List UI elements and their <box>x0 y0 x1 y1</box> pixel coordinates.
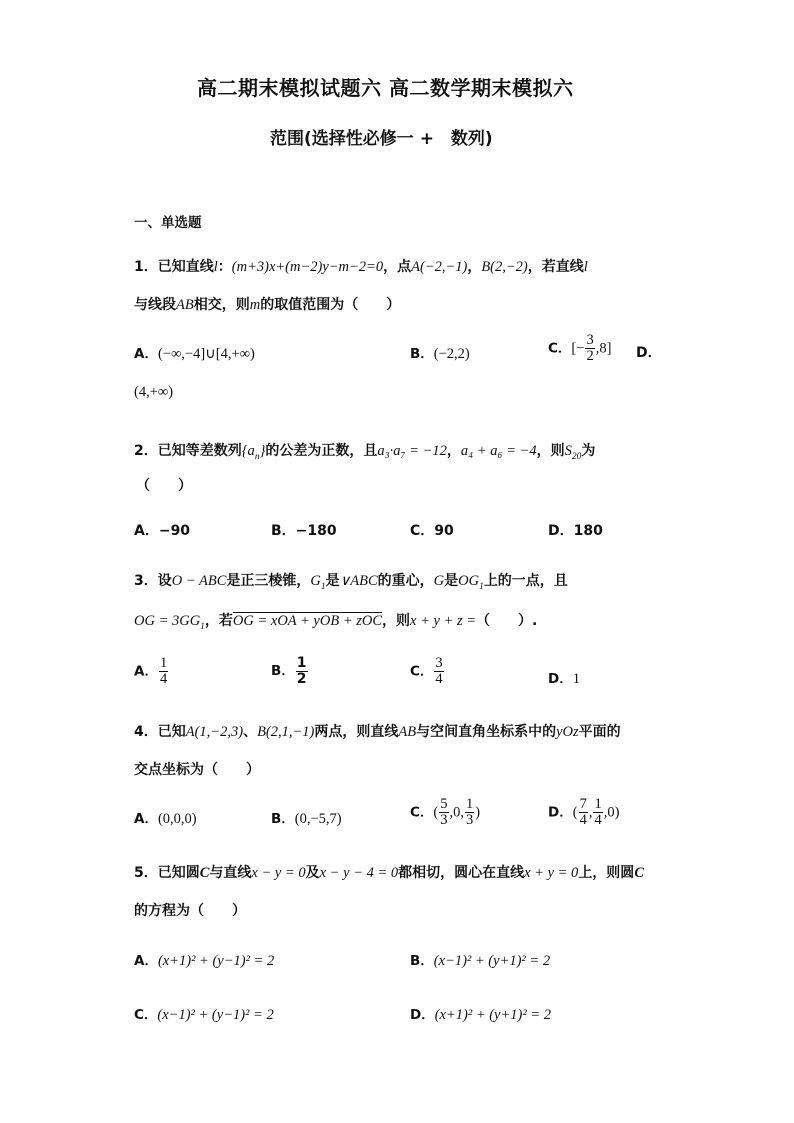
q4-sep: 、 <box>243 724 258 740</box>
q5-option-d-value: (x+1)² + (y+1)² = 2 <box>434 1007 551 1023</box>
q3-t3: 的重心， <box>377 573 434 589</box>
q1-l: l <box>213 259 218 275</box>
q4-option-a-label: A． <box>134 811 158 827</box>
q3-t4: 是 <box>444 573 459 589</box>
q2-cond-2: a₄ + a₆ = −4 <box>460 443 537 459</box>
q1-m: m <box>249 297 261 313</box>
q1-option-a[interactable] <box>134 342 255 363</box>
q1-option-c[interactable] <box>548 333 611 364</box>
q1-option-c-post: ,8] <box>595 340 612 357</box>
section-label: 一、单选题 <box>134 215 202 231</box>
q1-option-c-fraction <box>585 333 594 364</box>
q1-point-label: ，点 <box>383 259 412 275</box>
q2-cond-1: a₃·a₇ = −12 <box>377 443 447 459</box>
q4-line-2: 交点坐标为（ ） <box>134 762 260 778</box>
q2-option-a[interactable]: A．−90 <box>134 523 191 539</box>
q3-t8: （ ）. <box>476 613 538 629</box>
q4-option-c[interactable]: C．( $\frac{5}{3}$ ,0, $\frac{1}{3}$ ) <box>410 796 481 829</box>
q3-option-d-label: D． <box>548 671 573 687</box>
q4-point-a: A(1,−2,3) <box>185 724 244 740</box>
q2-sep: ， <box>446 443 461 459</box>
q3-eq1-text: OG = 3GG <box>134 613 201 629</box>
q3-t7: ，则 <box>382 613 411 629</box>
q4-yoz: yOz <box>556 724 579 740</box>
q3-option-b-fraction <box>296 656 308 686</box>
q4-t2: 与空间直角坐标系中的 <box>416 724 557 740</box>
q3-option-a-fraction <box>159 656 168 687</box>
q2-s-sub: 20 <box>571 451 582 462</box>
q3-g1: $G_1$ <box>310 573 326 592</box>
q5-option-d[interactable] <box>410 1003 551 1024</box>
q3-option-c-label: C． <box>410 663 434 680</box>
q3-option-c[interactable] <box>410 656 445 687</box>
q1-option-d-label[interactable]: D． <box>636 345 662 361</box>
q4-option-d-den2: 4 <box>594 812 602 829</box>
q4-option-c-den2: 3 <box>466 812 474 829</box>
q1-point-b: B(2,−2) <box>481 259 528 275</box>
q5-option-c[interactable] <box>134 1003 274 1024</box>
q2-sequence <box>241 443 266 462</box>
q5-circle-c-2: C <box>634 865 644 881</box>
q2-option-c[interactable]: C．90 <box>410 523 454 539</box>
q3-triangle: ∨ABC <box>339 573 378 589</box>
q1-option-d-value[interactable] <box>134 384 173 401</box>
q3-sum: x + y + z = <box>410 613 477 629</box>
question-1-line-2 <box>134 294 400 314</box>
q5-option-c-value: (x−1)² + (y−1)² = 2 <box>157 1007 274 1023</box>
q4-option-d-frac-1 <box>579 797 588 828</box>
q3-option-b-label: B． <box>271 663 295 680</box>
q3-option-b[interactable] <box>271 656 309 686</box>
q2-paren: （ ） <box>136 478 192 494</box>
q5-option-d-label: D． <box>410 1007 435 1023</box>
q5-t3: 都相切，圆心在直线 <box>398 865 525 881</box>
q2-s: S <box>564 443 572 459</box>
q3-vector-equation: OG = xOA + yOB + zOC <box>232 613 383 629</box>
q2-seq-sub: n <box>254 451 260 462</box>
q4-option-d-num1: 7 <box>579 796 587 812</box>
q4-option-b[interactable] <box>271 807 342 828</box>
q4-option-d-label: D． <box>548 804 573 821</box>
q4-option-c-den1: 3 <box>440 812 448 829</box>
q1-line2-c: 的取值范围为（ ） <box>260 297 401 313</box>
q3-option-c-fraction <box>434 656 443 687</box>
q2-then: ，则 <box>536 443 565 459</box>
q5-option-b[interactable] <box>410 949 550 970</box>
q5-line-2-text: 的方程为（ ） <box>134 903 246 919</box>
q3-g1-letter: G <box>310 573 321 589</box>
q5-t1: 与直线 <box>209 865 252 881</box>
page-title: 高二期末模拟试题六 高二数学期末模拟六 <box>197 76 574 100</box>
q3-option-a[interactable] <box>134 656 169 687</box>
q3-option-a-label: A． <box>134 663 158 680</box>
q1-option-b-label: B． <box>410 346 434 362</box>
q2-sum <box>564 443 582 462</box>
q5-line-1: x − y = 0 <box>251 865 306 881</box>
q1-prefix: 1．已知直线 <box>134 259 214 275</box>
q2-prefix: 2．已知等差数列 <box>134 443 242 459</box>
q3-option-b-num: 1 <box>296 655 307 671</box>
q3-t5: 上的一点，且 <box>483 573 568 589</box>
q5-line-2: x − y − 4 = 0 <box>319 865 399 881</box>
q1-option-b-value: (−2,2) <box>433 346 470 362</box>
q5-circle-c: C <box>199 865 210 881</box>
q1-point-a: A(−2,−1) <box>411 259 468 275</box>
q2-option-b[interactable]: B．−180 <box>271 523 337 539</box>
q4-option-c-num1: 5 <box>440 796 448 812</box>
q4-option-d[interactable]: D．( $\frac{7}{4}$ , $\frac{1}{4}$ ,0) <box>548 796 620 829</box>
q2-option-d[interactable]: D．180 <box>548 523 603 539</box>
q3-option-c-num: 3 <box>435 655 443 671</box>
q1-comma: ， <box>467 259 482 275</box>
q3-t2: 是 <box>325 573 340 589</box>
q3-pyramid: O − ABC <box>171 573 227 589</box>
q3-option-b-den: 2 <box>296 670 307 687</box>
q2-mid: 的公差为正数，且 <box>265 443 378 459</box>
q5-option-b-label: B． <box>410 953 434 969</box>
q3-option-c-den: 4 <box>435 671 443 688</box>
q3-option-a-num: 1 <box>159 655 168 671</box>
q4-option-b-value: (0,−5,7) <box>294 811 342 827</box>
q4-option-c-frac-2 <box>465 797 474 828</box>
q4-option-c-frac-1 <box>439 797 448 828</box>
q3-eq1: OG = $3GG_1$ <box>134 613 205 632</box>
q1-line2-a: 与线段 <box>134 297 176 313</box>
q1-l-2: l <box>583 259 588 275</box>
q4-option-d-end: ,0) <box>603 804 620 821</box>
q1-if-line: ，若直线 <box>527 259 584 275</box>
q3-t1: 是正三棱锥， <box>226 573 311 589</box>
q2-seq-a: {a <box>241 443 255 459</box>
q3-option-d-value: 1 <box>572 671 580 687</box>
q4-option-a[interactable] <box>134 807 197 828</box>
page-subtitle: 范围(选择性必修一 + 数列) <box>270 129 493 149</box>
q4-t3: 平面的 <box>578 724 621 740</box>
q4-prefix: 4．已知 <box>134 724 186 740</box>
question-3-line-2 <box>134 610 537 632</box>
q4-t1: 两点，则直线 <box>314 724 399 740</box>
q3-og1: $OG_1$ <box>458 573 484 592</box>
q5-option-a-label: A． <box>134 953 158 969</box>
q1-line2-b: 相交，则 <box>193 297 250 313</box>
q3-og1-letters: OG <box>458 573 480 589</box>
q3-option-d[interactable] <box>548 667 580 688</box>
question-2-line-1 <box>134 440 595 462</box>
q1-option-a-label: A． <box>134 346 158 362</box>
question-4-line-1 <box>134 721 621 741</box>
q4-point-b: B(2,1,−1) <box>257 724 315 740</box>
q5-prefix: 5．已知圆 <box>134 865 200 881</box>
q1-segment-ab: AB <box>176 297 194 313</box>
question-5-line-1 <box>134 862 644 882</box>
q4-option-c-num2: 1 <box>466 796 474 812</box>
q4-option-d-frac-2 <box>593 797 602 828</box>
q1-option-d-text: (4,+∞) <box>134 384 174 400</box>
q3-t6: ，若 <box>204 613 233 629</box>
q1-colon: ： <box>217 259 232 275</box>
q5-t4: 上，则圆 <box>578 865 635 881</box>
q5-option-a-value: (x+1)² + (y−1)² = 2 <box>157 953 275 969</box>
q5-option-a[interactable] <box>134 949 274 970</box>
q4-line-ab: AB <box>398 724 417 740</box>
q1-option-c-num: 3 <box>586 332 594 348</box>
question-3-line-1 <box>134 570 568 592</box>
question-1-line-1 <box>134 256 588 276</box>
q4-option-c-mid: ,0, <box>449 804 465 821</box>
q1-option-c-pre: [− <box>571 340 585 357</box>
q4-option-b-label: B． <box>271 811 295 827</box>
q2-seq-close: } <box>259 443 266 459</box>
q1-option-c-label: C． <box>548 340 572 357</box>
q1-equation: (m+3)x+(m−2)y−m−2=0 <box>231 259 384 275</box>
q1-option-b[interactable] <box>410 342 470 363</box>
q4-option-a-value: (0,0,0) <box>157 811 197 827</box>
q3-option-a-den: 4 <box>159 671 168 688</box>
q4-option-c-label: C． <box>410 804 434 821</box>
q4-option-d-num2: 1 <box>594 796 602 812</box>
q3-g: G <box>433 573 445 589</box>
q1-option-c-den: 2 <box>586 348 594 365</box>
q3-prefix: 3．设 <box>134 573 172 589</box>
q5-line-3: x + y = 0 <box>524 865 579 881</box>
q4-option-d-den1: 4 <box>579 812 587 829</box>
q1-option-a-value: (−∞,−4]∪[4,+∞) <box>157 346 255 362</box>
q5-t2: 及 <box>305 865 320 881</box>
q5-option-c-label: C． <box>134 1007 158 1023</box>
q5-option-b-value: (x−1)² + (y+1)² = 2 <box>433 953 551 969</box>
q2-wei: 为 <box>581 443 596 459</box>
